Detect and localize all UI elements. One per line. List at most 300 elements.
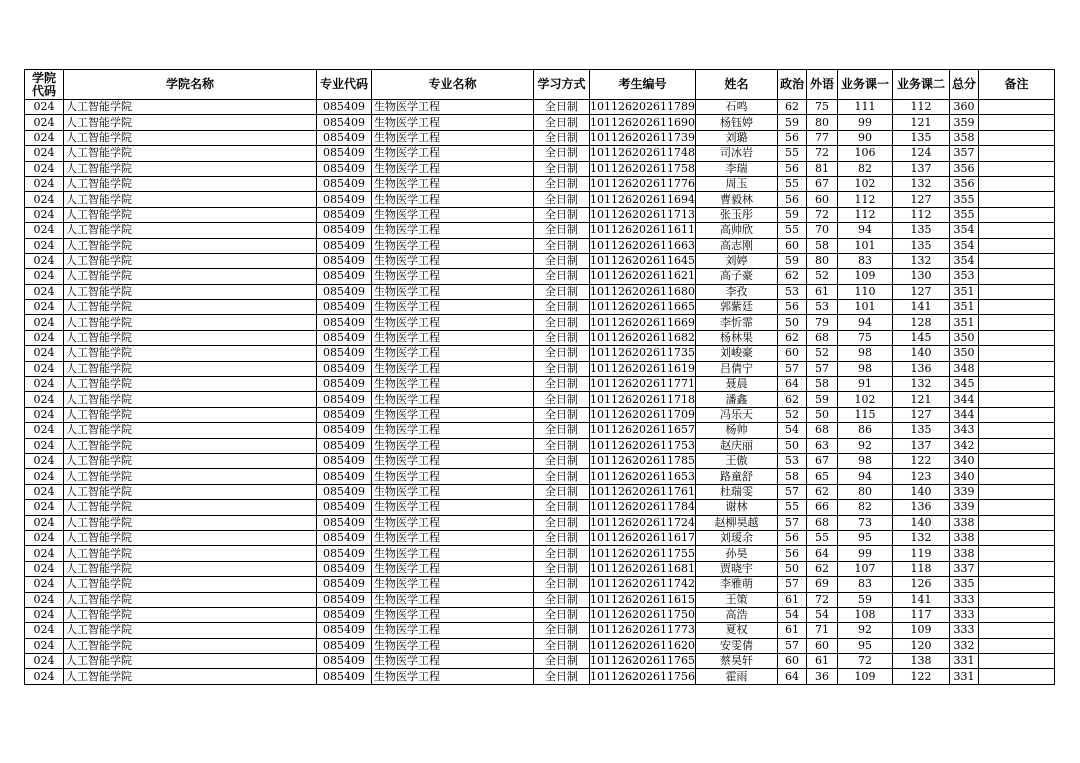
- major-code-cell: 085409: [317, 392, 372, 407]
- header-remarks: 备注: [979, 70, 1055, 100]
- student-name-cell: 石鸣: [696, 100, 778, 115]
- college-name-cell: 人工智能学院: [64, 654, 317, 669]
- study-mode-cell: 全日制: [534, 654, 590, 669]
- college-code-cell: 024: [25, 100, 64, 115]
- table-row: [25, 407, 1055, 422]
- subject-one-score-cell: 72: [838, 654, 893, 669]
- politics-score-cell: 56: [778, 192, 807, 207]
- study-mode-cell: 全日制: [534, 361, 590, 376]
- table-row: [25, 500, 1055, 515]
- subject-two-score-cell: 130: [893, 269, 950, 284]
- major-name-cell: 生物医学工程: [372, 500, 534, 515]
- study-mode-cell: 全日制: [534, 192, 590, 207]
- subject-two-score-cell: 137: [893, 438, 950, 453]
- major-code-cell: 085409: [317, 577, 372, 592]
- student-name-cell: 刘瑷余: [696, 530, 778, 545]
- header-study-mode: 学习方式: [534, 70, 590, 100]
- major-name-cell: 生物医学工程: [372, 623, 534, 638]
- total-score-cell: 360: [950, 100, 979, 115]
- foreign-language-score-cell: 68: [807, 330, 838, 345]
- remarks-cell: [979, 346, 1055, 361]
- major-name-cell: 生物医学工程: [372, 192, 534, 207]
- total-score-cell: 351: [950, 300, 979, 315]
- major-code-cell: 085409: [317, 100, 372, 115]
- subject-two-score-cell: 124: [893, 146, 950, 161]
- major-code-cell: 085409: [317, 669, 372, 684]
- candidate-id-cell: 101126202611718: [590, 392, 695, 406]
- foreign-language-score-cell: 64: [807, 546, 838, 561]
- foreign-language-score-cell: 54: [807, 607, 838, 622]
- subject-one-score-cell: 112: [838, 192, 893, 207]
- politics-score-cell: 59: [778, 207, 807, 222]
- college-code-cell: 024: [25, 577, 64, 592]
- study-mode-cell: 全日制: [534, 115, 590, 130]
- total-score-cell: 340: [950, 453, 979, 468]
- header-foreign-language: 外语: [807, 70, 838, 100]
- major-code-cell: 085409: [317, 561, 372, 576]
- college-code-cell: 024: [25, 253, 64, 268]
- candidate-id-cell: 101126202611669: [590, 315, 695, 329]
- college-code-cell: 024: [25, 361, 64, 376]
- table-row: [25, 484, 1055, 499]
- remarks-cell: [979, 377, 1055, 392]
- major-name-cell: 生物医学工程: [372, 592, 534, 607]
- table-row: [25, 546, 1055, 561]
- total-score-cell: 354: [950, 223, 979, 238]
- foreign-language-score-cell: 62: [807, 484, 838, 499]
- total-score-cell: 353: [950, 269, 979, 284]
- candidate-id-cell: 101126202611690: [590, 115, 695, 129]
- table-row: [25, 207, 1055, 222]
- candidate-id-cell: 101126202611680: [590, 284, 695, 298]
- table-row: [25, 269, 1055, 284]
- college-name-cell: 人工智能学院: [64, 238, 317, 253]
- study-mode-cell: 全日制: [534, 161, 590, 176]
- remarks-cell: [979, 623, 1055, 638]
- foreign-language-score-cell: 50: [807, 407, 838, 422]
- politics-score-cell: 61: [778, 592, 807, 607]
- foreign-language-score-cell: 67: [807, 453, 838, 468]
- college-code-cell: 024: [25, 207, 64, 222]
- table-row: [25, 453, 1055, 468]
- table-row: [25, 515, 1055, 530]
- subject-one-score-cell: 82: [838, 500, 893, 515]
- college-name-cell: 人工智能学院: [64, 484, 317, 499]
- remarks-cell: [979, 269, 1055, 284]
- remarks-cell: [979, 330, 1055, 345]
- foreign-language-score-cell: 60: [807, 638, 838, 653]
- table-row: [25, 238, 1055, 253]
- college-name-cell: 人工智能学院: [64, 669, 317, 684]
- student-name-cell: 贾晓宇: [696, 561, 778, 576]
- politics-score-cell: 55: [778, 500, 807, 515]
- candidate-id-cell: 101126202611739: [590, 130, 695, 144]
- subject-two-score-cell: 136: [893, 500, 950, 515]
- major-name-cell: 生物医学工程: [372, 300, 534, 315]
- college-code-cell: 024: [25, 530, 64, 545]
- politics-score-cell: 61: [778, 623, 807, 638]
- major-name-cell: 生物医学工程: [372, 438, 534, 453]
- table-row: [25, 100, 1055, 115]
- college-name-cell: 人工智能学院: [64, 361, 317, 376]
- subject-two-score-cell: 141: [893, 300, 950, 315]
- candidate-id-cell: 101126202611653: [590, 469, 695, 483]
- study-mode-cell: 全日制: [534, 253, 590, 268]
- college-name-cell: 人工智能学院: [64, 130, 317, 145]
- candidate-id-cell: 101126202611753: [590, 438, 695, 452]
- study-mode-cell: 全日制: [534, 284, 590, 299]
- candidate-id-cell: 101126202611771: [590, 377, 695, 391]
- subject-one-score-cell: 98: [838, 453, 893, 468]
- subject-two-score-cell: 132: [893, 377, 950, 392]
- student-name-cell: 吕倩宁: [696, 361, 778, 376]
- header-college-code: [25, 70, 64, 100]
- politics-score-cell: 55: [778, 176, 807, 191]
- student-name-cell: 曹毅林: [696, 192, 778, 207]
- foreign-language-score-cell: 79: [807, 315, 838, 330]
- candidate-id-cell: 101126202611620: [590, 638, 695, 652]
- major-code-cell: 085409: [317, 407, 372, 422]
- politics-score-cell: 59: [778, 253, 807, 268]
- student-name-cell: 潘鑫: [696, 392, 778, 407]
- remarks-cell: [979, 100, 1055, 115]
- total-score-cell: 350: [950, 346, 979, 361]
- subject-one-score-cell: 109: [838, 669, 893, 684]
- student-name-cell: 高帅欣: [696, 223, 778, 238]
- subject-one-score-cell: 98: [838, 346, 893, 361]
- subject-one-score-cell: 109: [838, 269, 893, 284]
- major-name-cell: 生物医学工程: [372, 161, 534, 176]
- table-row: [25, 315, 1055, 330]
- table-row: [25, 284, 1055, 299]
- subject-two-score-cell: 140: [893, 515, 950, 530]
- remarks-cell: [979, 300, 1055, 315]
- subject-two-score-cell: 136: [893, 361, 950, 376]
- major-code-cell: 085409: [317, 453, 372, 468]
- table-row: [25, 438, 1055, 453]
- table-row: [25, 253, 1055, 268]
- subject-one-score-cell: 83: [838, 577, 893, 592]
- subject-two-score-cell: 128: [893, 315, 950, 330]
- subject-one-score-cell: 92: [838, 623, 893, 638]
- student-name-cell: 郭紫廷: [696, 300, 778, 315]
- foreign-language-score-cell: 36: [807, 669, 838, 684]
- subject-two-score-cell: 135: [893, 423, 950, 438]
- major-code-cell: 085409: [317, 623, 372, 638]
- remarks-cell: [979, 530, 1055, 545]
- subject-two-score-cell: 132: [893, 253, 950, 268]
- total-score-cell: 331: [950, 669, 979, 684]
- candidate-id-cell: 101126202611681: [590, 561, 695, 575]
- foreign-language-score-cell: 63: [807, 438, 838, 453]
- total-score-cell: 343: [950, 423, 979, 438]
- subject-two-score-cell: 135: [893, 223, 950, 238]
- college-code-cell: 024: [25, 484, 64, 499]
- subject-one-score-cell: 80: [838, 484, 893, 499]
- major-code-cell: 085409: [317, 223, 372, 238]
- subject-one-score-cell: 107: [838, 561, 893, 576]
- remarks-cell: [979, 407, 1055, 422]
- study-mode-cell: 全日制: [534, 330, 590, 345]
- subject-two-score-cell: 112: [893, 100, 950, 115]
- college-code-cell: 024: [25, 176, 64, 191]
- major-code-cell: 085409: [317, 284, 372, 299]
- subject-two-score-cell: 135: [893, 238, 950, 253]
- college-name-cell: 人工智能学院: [64, 592, 317, 607]
- college-code-cell: 024: [25, 300, 64, 315]
- remarks-cell: [979, 438, 1055, 453]
- table-row: [25, 592, 1055, 607]
- politics-score-cell: 56: [778, 161, 807, 176]
- subject-two-score-cell: 145: [893, 330, 950, 345]
- table-row: [25, 623, 1055, 638]
- remarks-cell: [979, 130, 1055, 145]
- candidate-id-cell: 101126202611761: [590, 484, 695, 498]
- study-mode-cell: 全日制: [534, 607, 590, 622]
- major-code-cell: 085409: [317, 638, 372, 653]
- college-code-cell: 024: [25, 607, 64, 622]
- total-score-cell: 356: [950, 176, 979, 191]
- candidate-id-cell: 101126202611756: [590, 669, 695, 683]
- foreign-language-score-cell: 61: [807, 284, 838, 299]
- subject-two-score-cell: 122: [893, 453, 950, 468]
- politics-score-cell: 57: [778, 515, 807, 530]
- major-code-cell: 085409: [317, 238, 372, 253]
- student-name-cell: 杜瑞雯: [696, 484, 778, 499]
- study-mode-cell: 全日制: [534, 315, 590, 330]
- college-name-cell: 人工智能学院: [64, 377, 317, 392]
- foreign-language-score-cell: 68: [807, 423, 838, 438]
- major-code-cell: 085409: [317, 484, 372, 499]
- subject-two-score-cell: 121: [893, 392, 950, 407]
- college-code-cell: 024: [25, 561, 64, 576]
- remarks-cell: [979, 484, 1055, 499]
- major-name-cell: 生物医学工程: [372, 638, 534, 653]
- major-name-cell: 生物医学工程: [372, 392, 534, 407]
- foreign-language-score-cell: 68: [807, 515, 838, 530]
- major-name-cell: 生物医学工程: [372, 100, 534, 115]
- study-mode-cell: 全日制: [534, 623, 590, 638]
- politics-score-cell: 62: [778, 392, 807, 407]
- major-name-cell: 生物医学工程: [372, 669, 534, 684]
- candidate-id-cell: 101126202611709: [590, 408, 695, 421]
- politics-score-cell: 55: [778, 223, 807, 238]
- candidate-id-cell: 101126202611765: [590, 654, 695, 668]
- subject-one-score-cell: 86: [838, 423, 893, 438]
- foreign-language-score-cell: 75: [807, 100, 838, 115]
- total-score-cell: 348: [950, 361, 979, 376]
- college-code-cell: 024: [25, 346, 64, 361]
- college-code-cell: 024: [25, 423, 64, 438]
- subject-two-score-cell: 126: [893, 577, 950, 592]
- subject-two-score-cell: 127: [893, 284, 950, 299]
- subject-one-score-cell: 95: [838, 530, 893, 545]
- study-mode-cell: 全日制: [534, 438, 590, 453]
- politics-score-cell: 56: [778, 530, 807, 545]
- candidate-id-cell: 101126202611724: [590, 515, 695, 529]
- candidate-id-cell: 101126202611784: [590, 500, 695, 514]
- candidate-id-cell: 101126202611776: [590, 177, 695, 191]
- major-code-cell: 085409: [317, 207, 372, 222]
- total-score-cell: 342: [950, 438, 979, 453]
- major-code-cell: 085409: [317, 546, 372, 561]
- remarks-cell: [979, 284, 1055, 299]
- major-name-cell: 生物医学工程: [372, 453, 534, 468]
- total-score-cell: 333: [950, 623, 979, 638]
- politics-score-cell: 57: [778, 484, 807, 499]
- college-code-cell: 024: [25, 269, 64, 284]
- student-name-cell: 高志刚: [696, 238, 778, 253]
- politics-score-cell: 56: [778, 300, 807, 315]
- politics-score-cell: 53: [778, 284, 807, 299]
- major-code-cell: 085409: [317, 161, 372, 176]
- header-major-name: 专业名称: [372, 70, 534, 100]
- major-code-cell: 085409: [317, 423, 372, 438]
- college-code-cell: 024: [25, 453, 64, 468]
- politics-score-cell: 50: [778, 561, 807, 576]
- politics-score-cell: 58: [778, 469, 807, 484]
- foreign-language-score-cell: 71: [807, 623, 838, 638]
- major-code-cell: 085409: [317, 377, 372, 392]
- major-name-cell: 生物医学工程: [372, 207, 534, 222]
- study-mode-cell: 全日制: [534, 207, 590, 222]
- student-name-cell: 冯乐天: [696, 407, 778, 422]
- major-name-cell: 生物医学工程: [372, 176, 534, 191]
- college-name-cell: 人工智能学院: [64, 223, 317, 238]
- college-name-cell: 人工智能学院: [64, 515, 317, 530]
- major-code-cell: 085409: [317, 146, 372, 161]
- table-row: [25, 654, 1055, 669]
- total-score-cell: 355: [950, 192, 979, 207]
- total-score-cell: 333: [950, 592, 979, 607]
- foreign-language-score-cell: 57: [807, 361, 838, 376]
- student-name-cell: 路童舒: [696, 469, 778, 484]
- total-score-cell: 340: [950, 469, 979, 484]
- subject-two-score-cell: 132: [893, 176, 950, 191]
- remarks-cell: [979, 515, 1055, 530]
- header-name: 姓名: [696, 70, 778, 100]
- total-score-cell: 351: [950, 284, 979, 299]
- candidate-id-cell: 101126202611735: [590, 346, 695, 360]
- politics-score-cell: 64: [778, 377, 807, 392]
- major-name-cell: 生物医学工程: [372, 361, 534, 376]
- remarks-cell: [979, 423, 1055, 438]
- subject-one-score-cell: 82: [838, 161, 893, 176]
- college-name-cell: 人工智能学院: [64, 423, 317, 438]
- subject-two-score-cell: 141: [893, 592, 950, 607]
- study-mode-cell: 全日制: [534, 423, 590, 438]
- total-score-cell: 344: [950, 407, 979, 422]
- student-name-cell: 杨钰婷: [696, 115, 778, 130]
- college-name-cell: 人工智能学院: [64, 607, 317, 622]
- table-row: [25, 377, 1055, 392]
- table-row: [25, 223, 1055, 238]
- college-code-cell: 024: [25, 407, 64, 422]
- college-name-cell: 人工智能学院: [64, 453, 317, 468]
- table-row: [25, 130, 1055, 145]
- foreign-language-score-cell: 70: [807, 223, 838, 238]
- major-code-cell: 085409: [317, 530, 372, 545]
- total-score-cell: 354: [950, 253, 979, 268]
- student-name-cell: 赵柳昊越: [696, 515, 778, 530]
- total-score-cell: 357: [950, 146, 979, 161]
- politics-score-cell: 60: [778, 346, 807, 361]
- subject-two-score-cell: 112: [893, 207, 950, 222]
- study-mode-cell: 全日制: [534, 392, 590, 407]
- politics-score-cell: 52: [778, 407, 807, 422]
- subject-one-score-cell: 115: [838, 407, 893, 422]
- college-code-cell: 024: [25, 469, 64, 484]
- header-total: 总分: [950, 70, 979, 100]
- college-name-cell: 人工智能学院: [64, 115, 317, 130]
- remarks-cell: [979, 577, 1055, 592]
- major-name-cell: 生物医学工程: [372, 423, 534, 438]
- subject-one-score-cell: 108: [838, 607, 893, 622]
- college-name-cell: 人工智能学院: [64, 346, 317, 361]
- admission-score-table: [24, 69, 1055, 685]
- major-code-cell: 085409: [317, 361, 372, 376]
- study-mode-cell: 全日制: [534, 100, 590, 115]
- foreign-language-score-cell: 58: [807, 377, 838, 392]
- subject-one-score-cell: 102: [838, 176, 893, 191]
- remarks-cell: [979, 146, 1055, 161]
- candidate-id-cell: 101126202611748: [590, 146, 695, 160]
- major-name-cell: 生物医学工程: [372, 561, 534, 576]
- subject-one-score-cell: 90: [838, 130, 893, 145]
- header-major-code: 专业代码: [317, 70, 372, 100]
- candidate-id-cell: 101126202611682: [590, 331, 695, 345]
- remarks-cell: [979, 669, 1055, 684]
- study-mode-cell: 全日制: [534, 546, 590, 561]
- major-code-cell: 085409: [317, 330, 372, 345]
- student-name-cell: 李瑞: [696, 161, 778, 176]
- foreign-language-score-cell: 81: [807, 161, 838, 176]
- table-row: [25, 300, 1055, 315]
- student-name-cell: 高子豪: [696, 269, 778, 284]
- table-row: [25, 607, 1055, 622]
- candidate-id-cell: 101126202611611: [590, 223, 695, 237]
- student-name-cell: 霍雨: [696, 669, 778, 684]
- subject-two-score-cell: 109: [893, 623, 950, 638]
- total-score-cell: 356: [950, 161, 979, 176]
- foreign-language-score-cell: 61: [807, 654, 838, 669]
- header-college-code-line1: 学院: [31, 70, 56, 85]
- college-code-cell: 024: [25, 515, 64, 530]
- remarks-cell: [979, 192, 1055, 207]
- subject-two-score-cell: 140: [893, 346, 950, 361]
- college-name-cell: 人工智能学院: [64, 577, 317, 592]
- politics-score-cell: 57: [778, 361, 807, 376]
- student-name-cell: 王傲: [696, 453, 778, 468]
- remarks-cell: [979, 207, 1055, 222]
- student-name-cell: 谢林: [696, 500, 778, 515]
- subject-one-score-cell: 91: [838, 377, 893, 392]
- study-mode-cell: 全日制: [534, 176, 590, 191]
- foreign-language-score-cell: 52: [807, 269, 838, 284]
- candidate-id-cell: 101126202611619: [590, 361, 695, 375]
- politics-score-cell: 60: [778, 654, 807, 669]
- student-name-cell: 孙昊: [696, 546, 778, 561]
- college-name-cell: 人工智能学院: [64, 469, 317, 484]
- study-mode-cell: 全日制: [534, 453, 590, 468]
- table-row: [25, 346, 1055, 361]
- candidate-id-cell: 101126202611785: [590, 454, 695, 468]
- candidate-id-cell: 101126202611617: [590, 531, 695, 545]
- college-code-cell: 024: [25, 115, 64, 130]
- subject-two-score-cell: 138: [893, 654, 950, 669]
- student-name-cell: 杨林果: [696, 330, 778, 345]
- subject-two-score-cell: 120: [893, 638, 950, 653]
